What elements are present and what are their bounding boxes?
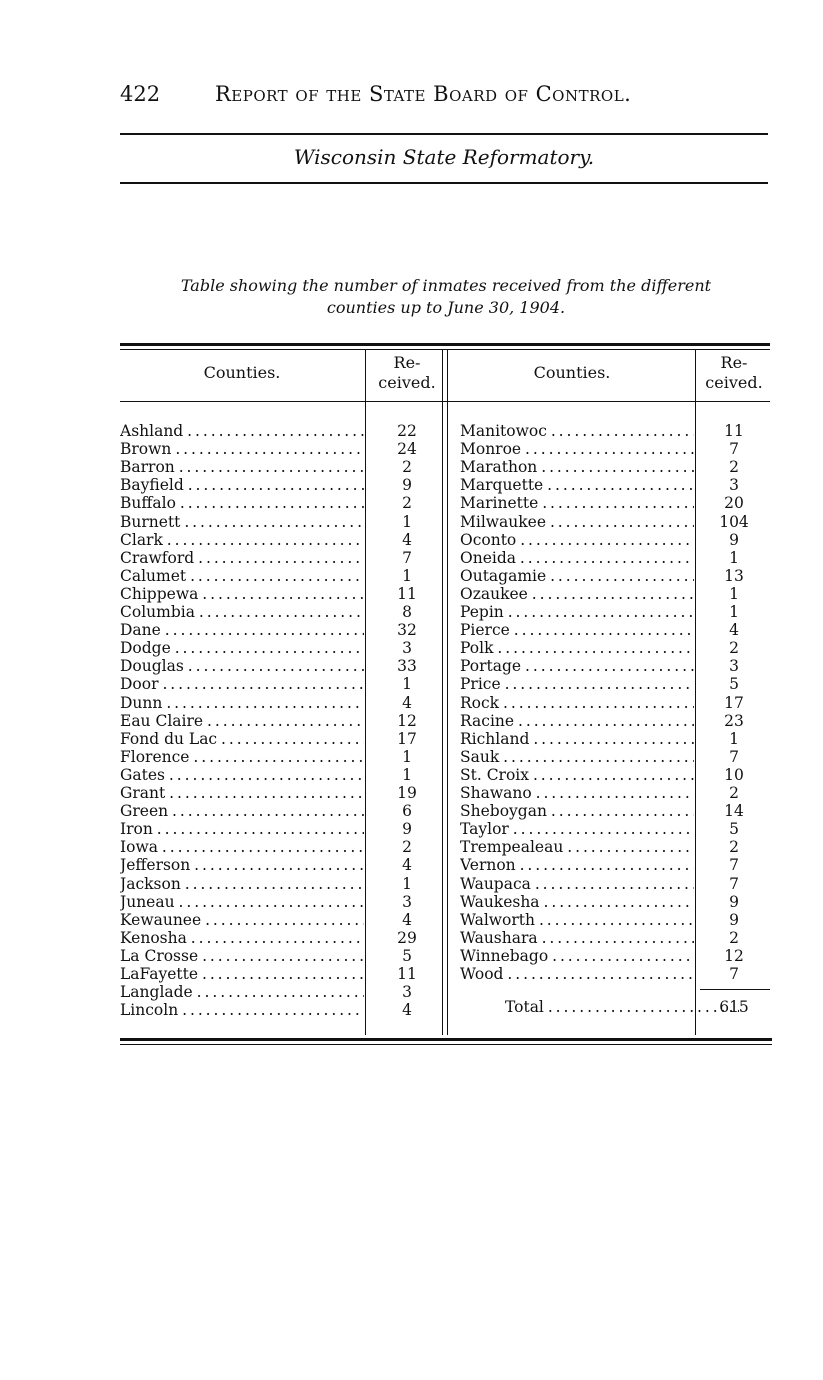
- received-count: 1: [729, 548, 739, 567]
- table-row: [120, 531, 770, 549]
- county-name-text: Calumet: [120, 566, 187, 585]
- county-name: [460, 965, 694, 983]
- county-name-text: Grant: [120, 784, 166, 802]
- received-count: 3: [729, 476, 739, 495]
- county-name-text: Dane: [120, 621, 161, 640]
- received-count: 11: [724, 422, 744, 440]
- received-count: 9: [729, 910, 739, 929]
- received-count: 2: [402, 838, 412, 857]
- county-name: [460, 911, 694, 929]
- table-row: [120, 458, 770, 476]
- county-name-text: Gates: [120, 765, 165, 784]
- county-name-text: Monroe: [460, 440, 522, 459]
- received-count: 3: [402, 892, 412, 911]
- county-name: [460, 784, 694, 802]
- county-name: [460, 929, 694, 947]
- received-count: 20: [724, 494, 744, 513]
- county-name: [120, 603, 364, 621]
- table-row: [120, 856, 770, 874]
- county-name: [460, 585, 694, 603]
- county-name: [120, 476, 364, 494]
- county-name: [120, 838, 364, 856]
- table-row: [120, 639, 770, 657]
- table-bottom-rule: [120, 1038, 772, 1041]
- county-name: [120, 802, 364, 820]
- received-count: 104: [719, 512, 749, 531]
- received-count: 2: [402, 458, 412, 477]
- county-name: [120, 657, 364, 675]
- table-row: [120, 947, 770, 965]
- county-name-text: La Crosse: [120, 946, 199, 965]
- received-count: 33: [397, 657, 417, 676]
- county-name-text: Richland: [460, 729, 530, 748]
- received-count: 1: [729, 584, 739, 603]
- county-name-text: Sheboygan: [460, 802, 547, 821]
- county-name-text: Oneida: [460, 548, 516, 567]
- table-top-rule-thin: [120, 349, 770, 350]
- county-name-text: Rock: [460, 693, 500, 712]
- county-name: [460, 476, 694, 494]
- county-name: [460, 531, 694, 549]
- county-name: [120, 494, 364, 512]
- received-count: 4: [402, 856, 412, 875]
- received-count: 4: [402, 693, 412, 712]
- county-name-text: Waushara: [460, 928, 538, 947]
- county-name: [460, 657, 694, 675]
- county-name: [460, 694, 694, 712]
- county-name: [460, 567, 694, 585]
- county-name: [120, 621, 364, 639]
- header-rule: [120, 401, 770, 402]
- table-row: [120, 730, 770, 748]
- county-name-text: Ashland: [120, 422, 184, 440]
- county-name-text: Kewaunee: [120, 910, 202, 929]
- received-count: 17: [397, 729, 417, 748]
- county-name-text: Columbia: [120, 603, 195, 621]
- table-row: [120, 621, 770, 639]
- county-name-text: Buffalo: [120, 494, 176, 513]
- received-count: 9: [729, 892, 739, 911]
- county-name: [120, 893, 364, 911]
- county-name: [460, 675, 694, 693]
- county-name: [460, 856, 694, 874]
- county-name-text: Marquette: [460, 476, 544, 495]
- county-name: [460, 947, 694, 965]
- county-name: [120, 911, 364, 929]
- county-name-text: Door: [120, 675, 159, 694]
- received-count: 9: [402, 820, 412, 839]
- caption-line-1: Table showing the number of inmates received from the different: [180, 276, 712, 295]
- table-row: [120, 802, 770, 820]
- received-count: 19: [397, 784, 417, 802]
- received-count: 17: [724, 693, 744, 712]
- received-count: 4: [402, 530, 412, 549]
- header-received-right: [698, 353, 770, 393]
- received-count: 2: [729, 639, 739, 658]
- county-name-text: Dodge: [120, 639, 171, 658]
- table-row: [120, 929, 770, 947]
- page-number: 422: [120, 82, 161, 106]
- header-received-left-line2: ceived.: [378, 373, 436, 392]
- received-count: 1: [402, 874, 412, 893]
- header-rule: [120, 133, 768, 135]
- county-name-text: Outagamie: [460, 566, 547, 585]
- received-count: 5: [402, 946, 412, 965]
- received-count: 2: [402, 494, 412, 513]
- county-name-text: Kenosha: [120, 928, 187, 947]
- county-name-text: Jefferson: [120, 856, 191, 875]
- received-count: 3: [402, 983, 412, 1002]
- county-name: [120, 639, 364, 657]
- county-name-text: Winnebago: [460, 946, 549, 965]
- county-name-text: Ozaukee: [460, 584, 528, 603]
- county-name: [120, 567, 364, 585]
- table-row: [120, 784, 770, 802]
- received-count: 2: [729, 458, 739, 477]
- table-row: [120, 911, 770, 929]
- table-row: [120, 494, 770, 512]
- table-row: [120, 820, 770, 838]
- table-row: [120, 549, 770, 567]
- table-caption: [120, 275, 772, 319]
- table-row: [120, 476, 770, 494]
- county-name-text: Wood: [460, 965, 504, 983]
- county-name-text: Walworth: [460, 910, 536, 929]
- received-count: 2: [729, 928, 739, 947]
- county-name-text: Marathon: [460, 458, 538, 477]
- caption-line-2: counties up to June 30, 1904.: [326, 298, 566, 317]
- header-received-right-line1: Re-: [720, 353, 748, 372]
- county-name: [120, 856, 364, 874]
- county-name: [460, 893, 694, 911]
- received-count: 4: [729, 621, 739, 640]
- county-name: [120, 730, 364, 748]
- received-count: 2: [729, 784, 739, 802]
- table-row: [120, 875, 770, 893]
- received-count: 7: [729, 747, 739, 766]
- county-name: [120, 513, 364, 531]
- county-name: [120, 784, 364, 802]
- county-name-text: Vernon: [460, 856, 516, 875]
- county-name-text: Juneau: [120, 892, 175, 911]
- received-count: 1: [402, 747, 412, 766]
- county-name-text: Taylor: [460, 820, 509, 839]
- table-row: [120, 422, 770, 440]
- county-name-text: Shawano: [460, 784, 532, 802]
- county-name-text: Jackson: [120, 874, 181, 893]
- table-row: [120, 440, 770, 458]
- county-name-text: Lincoln: [120, 1001, 179, 1020]
- received-count: 1: [729, 729, 739, 748]
- received-count: 4: [402, 1001, 412, 1020]
- received-count: 11: [397, 584, 417, 603]
- county-name: [460, 748, 694, 766]
- county-name: [120, 675, 364, 693]
- county-name: [120, 947, 364, 965]
- county-name: [120, 875, 364, 893]
- page-header: [120, 82, 770, 112]
- county-name-text: Fond du Lac: [120, 729, 218, 748]
- received-count: 1: [402, 512, 412, 531]
- received-count: 1: [402, 566, 412, 585]
- county-name: [120, 929, 364, 947]
- county-name-text: Eau Claire: [120, 711, 204, 730]
- county-name: [460, 712, 694, 730]
- county-name-text: Iron: [120, 820, 153, 839]
- county-name: [120, 712, 364, 730]
- county-name: [460, 838, 694, 856]
- county-name-text: Waupaca: [460, 874, 531, 893]
- county-name-text: Florence: [120, 747, 190, 766]
- header-received-right-line2: ceived.: [705, 373, 763, 392]
- county-name: [460, 440, 694, 458]
- subtitle-rule: [120, 182, 768, 184]
- county-name: [460, 549, 694, 567]
- running-title: Report of the State Board of Control.: [215, 82, 632, 106]
- table-row: [120, 675, 770, 693]
- county-name: [120, 820, 364, 838]
- header-received-left: [368, 353, 446, 393]
- received-count: 32: [397, 621, 417, 640]
- table-row: [120, 965, 770, 983]
- county-name: [460, 513, 694, 531]
- county-name-text: Brown: [120, 440, 172, 459]
- received-count: 7: [729, 856, 739, 875]
- header-received-left-line1: Re-: [393, 353, 421, 372]
- table-top-rule: [120, 343, 770, 346]
- county-name: [460, 621, 694, 639]
- received-count: 29: [397, 928, 417, 947]
- county-name-text: Waukesha: [460, 892, 540, 911]
- county-name-text: Bayfield: [120, 476, 184, 495]
- received-count: 23: [724, 711, 744, 730]
- received-count: 3: [402, 639, 412, 658]
- county-name-text: Pepin: [460, 603, 504, 621]
- county-name: [120, 965, 364, 983]
- county-name-text: Crawford: [120, 548, 195, 567]
- county-name-text: Pierce: [460, 621, 510, 640]
- received-count: 12: [397, 711, 417, 730]
- county-name: [460, 603, 694, 621]
- received-count: 7: [729, 874, 739, 893]
- received-count: 4: [402, 910, 412, 929]
- county-name-text: Clark: [120, 530, 163, 549]
- table-row: [120, 838, 770, 856]
- county-name: [460, 422, 694, 440]
- received-count: 12: [724, 946, 744, 965]
- county-name-text: Dunn: [120, 693, 163, 712]
- county-name: [460, 802, 694, 820]
- received-count: 6: [402, 802, 412, 821]
- county-name: [120, 766, 364, 784]
- county-name: [460, 820, 694, 838]
- received-count: 11: [397, 965, 417, 983]
- county-name: [120, 458, 364, 476]
- received-count: 14: [724, 802, 744, 821]
- county-name-text: Trempealeau: [460, 838, 564, 857]
- county-name-text: Racine: [460, 711, 515, 730]
- county-name-text: Douglas: [120, 657, 184, 676]
- received-count: 7: [729, 965, 739, 983]
- received-count: 2: [729, 838, 739, 857]
- county-name-text: Price: [460, 675, 501, 694]
- received-count: 24: [397, 440, 417, 459]
- county-name-text: Manitowoc: [460, 422, 547, 440]
- county-name-text: Milwaukee: [460, 512, 547, 531]
- received-count: 8: [402, 603, 412, 621]
- county-name-text: LaFayette: [120, 965, 199, 983]
- total-value: 615: [719, 998, 749, 1016]
- county-name: [120, 422, 364, 440]
- county-name-text: Sauk: [460, 747, 500, 766]
- received-count: 1: [402, 675, 412, 694]
- table-bottom-rule-thin: [120, 1044, 772, 1045]
- total-rule: [700, 989, 770, 990]
- county-name: [120, 748, 364, 766]
- received-count: 7: [402, 548, 412, 567]
- table-row: [120, 603, 770, 621]
- county-name-text: Barron: [120, 458, 175, 477]
- received-count: 7: [729, 440, 739, 459]
- county-name: [460, 639, 694, 657]
- county-name: [120, 585, 364, 603]
- received-count: 1: [402, 765, 412, 784]
- received-count: 5: [729, 820, 739, 839]
- table-row: [120, 893, 770, 911]
- county-name: [120, 549, 364, 567]
- county-name-text: Portage: [460, 657, 522, 676]
- county-name: [460, 458, 694, 476]
- table-row: [120, 748, 770, 766]
- table-row: [120, 712, 770, 730]
- header-counties-right: Counties.: [533, 363, 611, 382]
- table-row: [120, 694, 770, 712]
- table-row: [120, 766, 770, 784]
- total-row: [120, 998, 770, 1016]
- county-name: [120, 694, 364, 712]
- county-name: [460, 766, 694, 784]
- county-name: [120, 531, 364, 549]
- received-count: 10: [724, 765, 744, 784]
- county-name: [460, 730, 694, 748]
- received-count: 5: [729, 675, 739, 694]
- received-count: 22: [397, 422, 417, 440]
- received-count: 13: [724, 566, 744, 585]
- county-name-text: Marinette: [460, 494, 539, 513]
- county-name-text: Chippewa: [120, 584, 199, 603]
- section-subtitle: Wisconsin State Reformatory.: [293, 145, 595, 169]
- county-name-text: Iowa: [120, 838, 158, 857]
- table-row: [120, 657, 770, 675]
- received-count: 9: [729, 530, 739, 549]
- header-counties-left: Counties.: [203, 363, 281, 382]
- table-row: [120, 513, 770, 531]
- county-name: [460, 494, 694, 512]
- county-name-text: Oconto: [460, 530, 517, 549]
- county-name-text: Burnett: [120, 512, 181, 531]
- county-name: [120, 440, 364, 458]
- table-row: [120, 585, 770, 603]
- received-count: 1: [729, 603, 739, 621]
- county-name-text: Langlade: [120, 983, 193, 1002]
- total-label-text: Total: [505, 998, 544, 1016]
- county-name-text: St. Croix: [460, 765, 530, 784]
- county-name-text: Polk: [460, 639, 494, 658]
- received-count: 3: [729, 657, 739, 676]
- received-count: 9: [402, 476, 412, 495]
- county-name-text: Green: [120, 802, 169, 821]
- table-row: [120, 567, 770, 585]
- county-name: [460, 875, 694, 893]
